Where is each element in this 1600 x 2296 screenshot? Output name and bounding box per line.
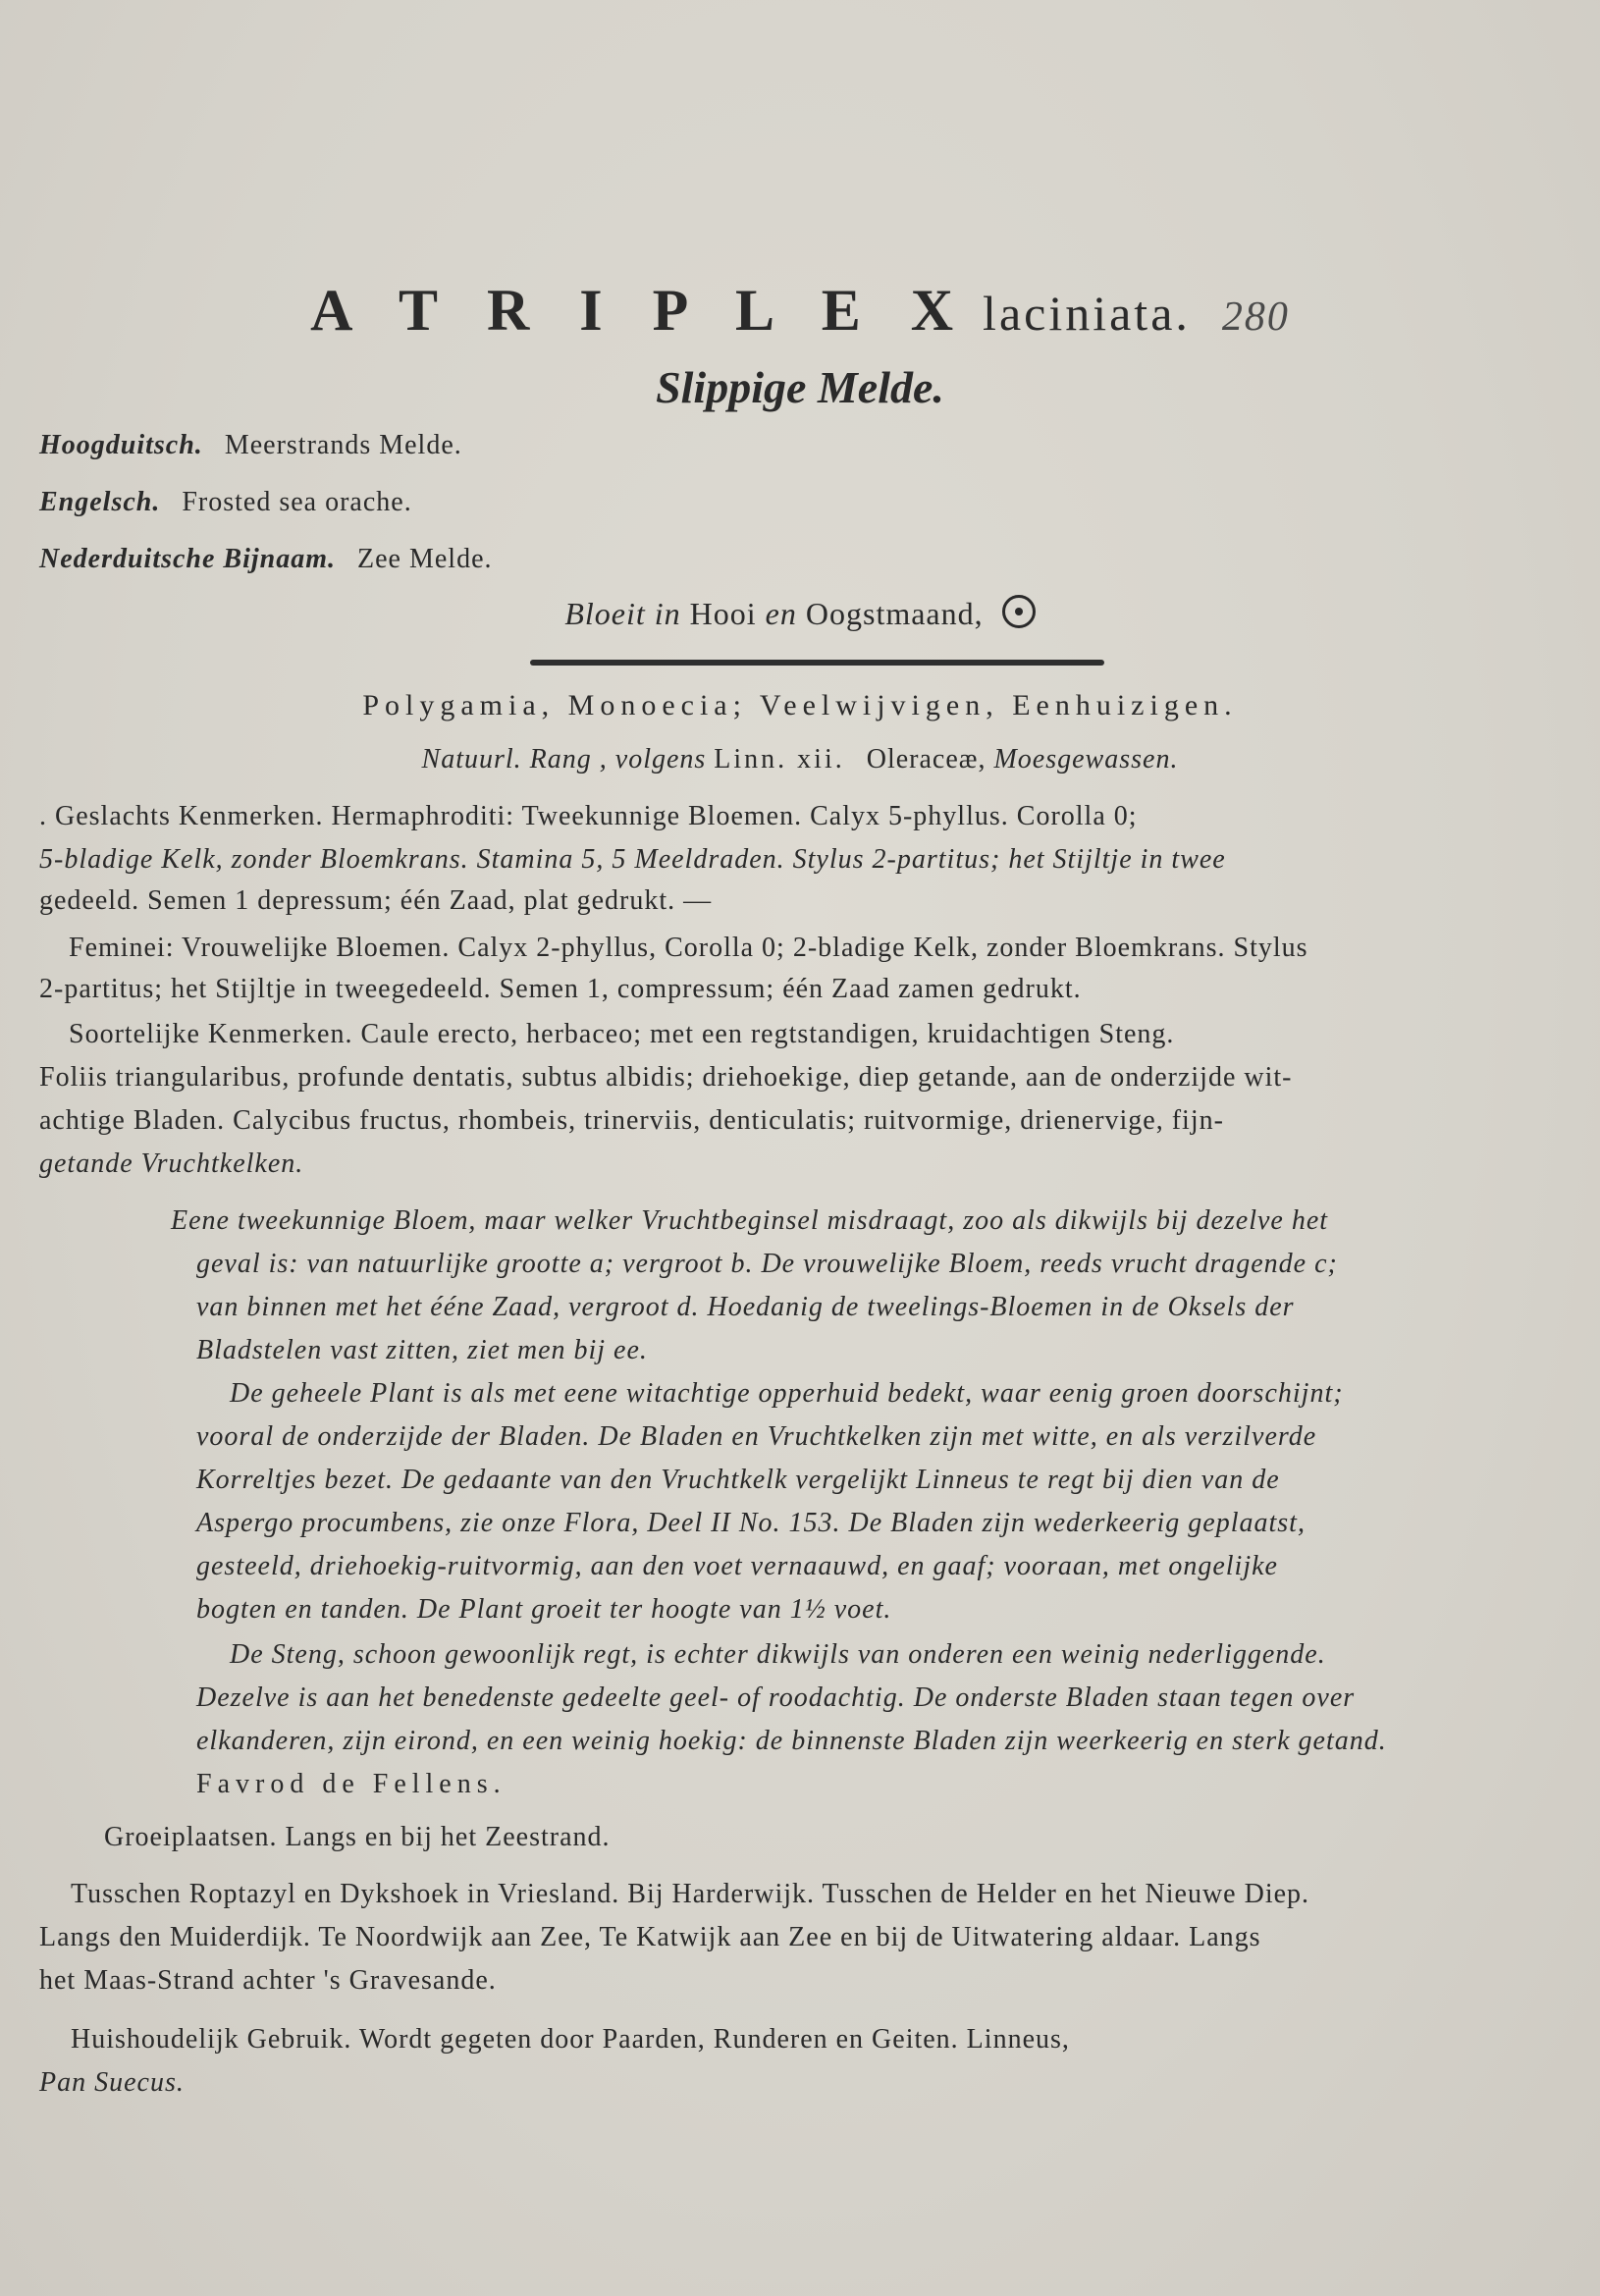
description-line: Eene tweekunnige Bloem, maar welker Vruchtbeginsel misdraagt, zoo als dikwijls bij dezelve het <box>171 1205 1329 1236</box>
description-line: bogten en tanden. De Plant groeit ter hoogte van 1½ voet. <box>196 1594 892 1625</box>
title-genus: A T R I P L E X <box>310 278 972 343</box>
use-line: Pan Suecus. <box>39 2067 185 2098</box>
title-species: laciniata. <box>983 286 1191 341</box>
classification: Polygamia, Monoecia; Veelwijvigen, Eenhuizigen. <box>362 689 1238 721</box>
plate-number: 280 <box>1221 294 1290 340</box>
natural-order <box>0 744 1600 775</box>
natural-order-label: Natuurl. Rang , volgens <box>421 744 707 774</box>
name-label: Engelsch. <box>39 487 161 517</box>
annual-symbol-icon <box>1002 595 1036 628</box>
description-line: Aspergo procumbens, zie onze Flora, Deel II No. 153. De Bladen zijn wederkeerig geplaatst, <box>196 1508 1306 1538</box>
name-row-english <box>39 487 412 518</box>
bloom-and: en <box>765 596 797 631</box>
description-line: geval is: van natuurlijke grootte a; vergroot b. De vrouwelijke Bloem, reeds vrucht dragende c; <box>196 1249 1338 1279</box>
description-line: vooral de onderzijde der Bladen. De Bladen en Vruchtkelken zijn met witte, en als verzilverde <box>196 1421 1317 1452</box>
body-line: Foliis triangularibus, profunde dentatis, subtus albidis; driehoekige, diep getande, aan de onderzijde wit- <box>39 1062 1293 1093</box>
bloom-line <box>0 595 1600 632</box>
bloom-month: Hooi <box>689 596 757 631</box>
name-label: Nederduitsche Bijnaam. <box>39 544 337 574</box>
use-line: Huishoudelijk Gebruik. Wordt gegeten door Paarden, Runderen en Geiten. Linneus, <box>71 2024 1070 2055</box>
name-value: Frosted sea orache. <box>182 487 412 517</box>
body-line: achtige Bladen. Calycibus fructus, rhombeis, trinerviis, denticulatis; ruitvormige, drienervige, fijn- <box>39 1105 1224 1136</box>
name-value: Zee Melde. <box>357 544 493 574</box>
page-title <box>0 277 1600 345</box>
description-line: van binnen met het ééne Zaad, vergroot d. Hoedanig de tweelings-Bloemen in de Oksels der <box>196 1292 1295 1322</box>
description-line: De geheele Plant is als met eene witachtige opperhuid bedekt, waar eenig groen doorschijnt; <box>230 1378 1344 1409</box>
body-line: getande Vruchtkelken. <box>39 1148 304 1179</box>
body-line: Feminei: Vrouwelijke Bloemen. Calyx 2-phyllus, Corolla 0; 2-bladige Kelk, zonder Bloemkrans. Stylus <box>69 933 1308 963</box>
bloom-month2: Oogstmaand, <box>805 596 984 631</box>
description-line: De Steng, schoon gewoonlijk regt, is echter dikwijls van onderen een weinig nederliggende. <box>230 1639 1326 1670</box>
dutch-name: Slippige Melde. <box>656 362 944 412</box>
body-line: gedeeld. Semen 1 depressum; één Zaad, plat gedrukt. — <box>39 885 713 916</box>
name-row-german <box>39 430 462 461</box>
author-signature-text: Favrod de Fellens. <box>196 1769 507 1799</box>
habitat-line: Tusschen Roptazyl en Dykshoek in Vriesland. Bij Harderwijk. Tusschen de Helder en het Nieuwe Diep. <box>71 1879 1310 1909</box>
name-row-dutch <box>39 544 493 575</box>
name-value: Meerstrands Melde. <box>224 430 462 460</box>
bloom-label: Bloeit in <box>564 596 681 631</box>
body-line: 5-bladige Kelk, zonder Bloemkrans. Stamina 5, 5 Meeldraden. Stylus 2-partitus; het Stijltje in twee <box>39 844 1226 875</box>
description-line: Dezelve is aan het benedenste gedeelte geel- of roodachtig. De onderste Bladen staan tegen over <box>196 1682 1356 1713</box>
description-line: elkanderen, zijn eirond, en een weinig hoekig: de binnenste Bladen zijn weerkeerig en sterk getand. <box>196 1726 1387 1756</box>
natural-order-latin: Oleraceæ, <box>866 744 987 774</box>
divider-rule <box>530 660 1104 666</box>
description-line: Bladstelen vast zitten, ziet men bij ee. <box>196 1335 648 1365</box>
natural-order-dutch: Moesgewassen. <box>993 744 1179 774</box>
description-line: Korreltjes bezet. De gedaante van den Vruchtkelk vergelijkt Linneus te regt bij dien van de <box>196 1465 1280 1495</box>
habitat-line: Langs den Muiderdijk. Te Noordwijk aan Zee, Te Katwijk aan Zee en bij de Uitwatering aldaar. Langs <box>39 1922 1261 1952</box>
name-label: Hoogduitsch. <box>39 430 203 460</box>
habitat-line: Groeiplaatsen. Langs en bij het Zeestrand. <box>104 1822 611 1852</box>
body-line: 2-partitus; het Stijltje in tweegedeeld. Semen 1, compressum; één Zaad zamen gedrukt. <box>39 974 1082 1004</box>
description-line: gesteeld, driehoekig-ruitvormig, aan den voet vernaauwd, en gaaf; vooraan, met ongelijke <box>196 1551 1278 1581</box>
habitat-line: het Maas-Strand achter 's Gravesande. <box>39 1965 497 1996</box>
body-line: Soortelijke Kenmerken. Caule erecto, herbaceo; met een regtstandigen, kruidachtigen Steng. <box>69 1019 1175 1049</box>
natural-order-linn: Linn. xii. <box>714 744 845 774</box>
body-line: . Geslachts Kenmerken. Hermaphroditi: Tweekunnige Bloemen. Calyx 5-phyllus. Corolla 0; <box>39 801 1138 831</box>
